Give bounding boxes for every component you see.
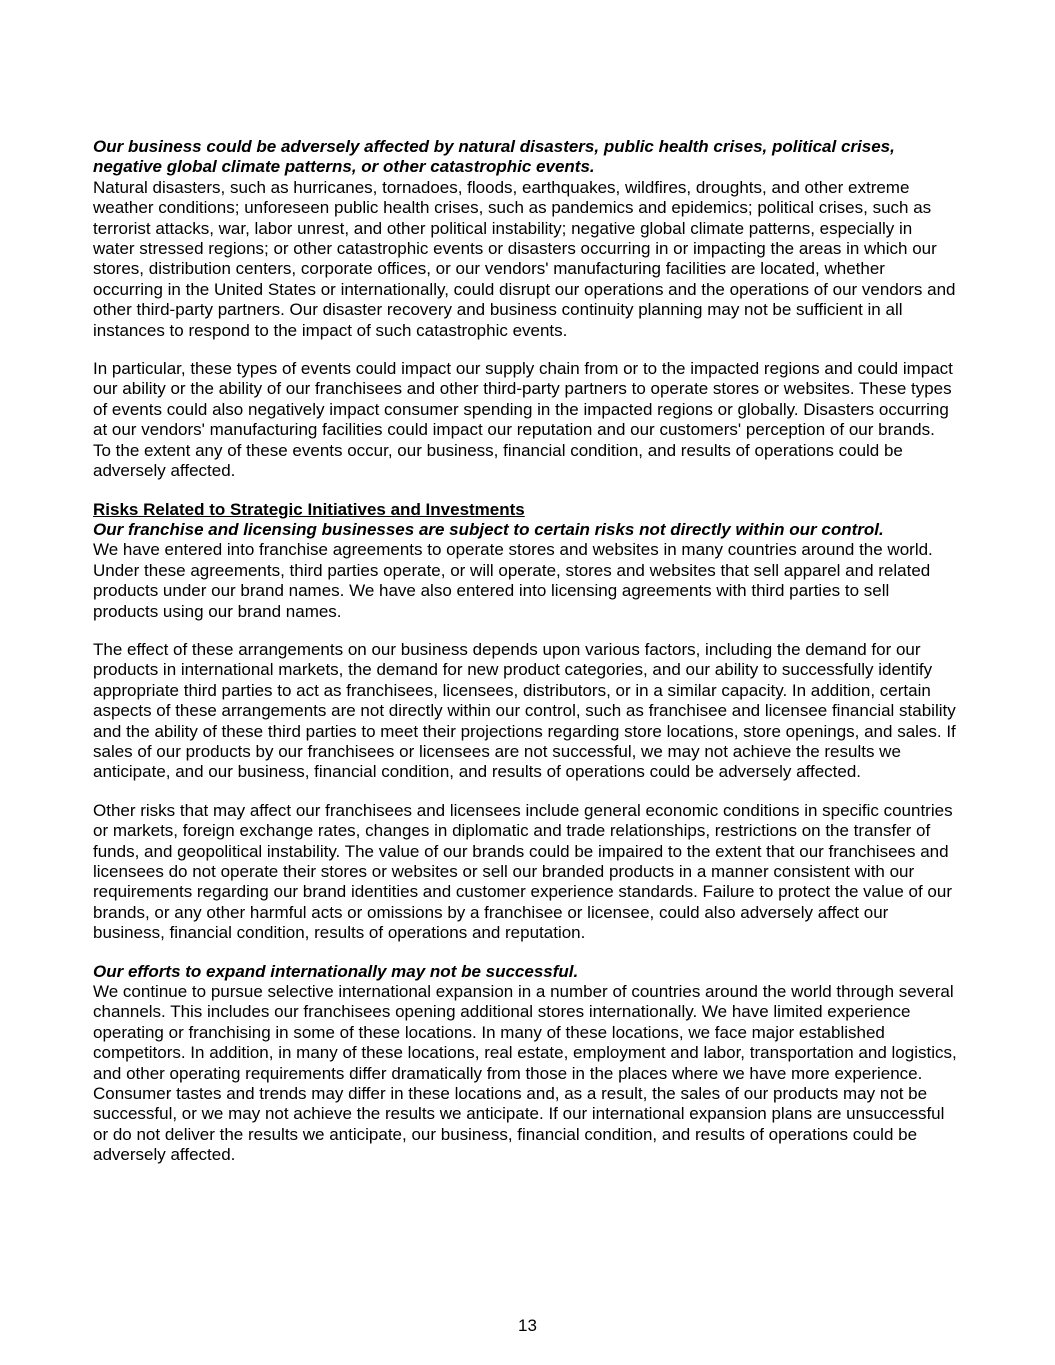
paragraph-disasters-1: Natural disasters, such as hurricanes, tornadoes, floods, earthquakes, wildfires, droughts, and other extreme weather conditions; unforeseen public health crises, such as pandemics and epidemics; political crises, such as terrorist attacks, war, labor unrest, and other political instability; negative global climate patterns, especially in water stressed regions; or other catastrophic events or disasters occurring in or impacting the areas in which our stores, distribution centers, corporate offices, or our vendors' manufacturing facilities are located, whether occurring in the United States or internationally, could disrupt our operations and the operations of our vendors and other third-party partners. Our disaster recovery and business continuity planning may not be sufficient in all instances to respond to the impact of such catastrophic events.: [93, 177, 956, 340]
section-heading-strategic-initiatives: Risks Related to Strategic Initiatives and Investments: [93, 499, 525, 519]
risk-factor-heading-franchise: Our franchise and licensing businesses are subject to certain risks not directly within our control.: [93, 519, 884, 539]
paragraph-franchise-1: We have entered into franchise agreements to operate stores and websites in many countries around the world. Under these agreements, third parties operate, or will operate, stores and websites that sell apparel and related products under our brand names. We have also entered into licensing agreements with third parties to sell products using our brand names.: [93, 540, 933, 621]
paragraph-franchise-2: The effect of these arrangements on our business depends upon various factors, including the demand for our products in international markets, the demand for new product categories, and our ability to successfully identify appropriate third parties to act as franchisees, licensees, distributors, or in a similar capacity. In addition, certain aspects of these arrangements are not directly within our control, such as franchisee and licensee financial stability and the ability of these third parties to meet their projections regarding store locations, store openings, and sales. If sales of our products by our franchisees or licensees are not successful, we may not achieve the results we anticipate, and our business, financial condition, and results of operations could be adversely affected.: [93, 639, 956, 782]
risk-factor-heading-disasters: Our business could be adversely affected by natural disasters, public health crises, political crises, negative global climate patterns, or other catastrophic events.: [93, 137, 895, 177]
paragraph-expansion-1: We continue to pursue selective international expansion in a number of countries around the world through several channels. This includes our franchisees opening additional stores internationally. We have limited experience operating or franchising in some of these locations. In many of these locations, we face major established competitors. In addition, in many of these locations, real estate, employment and labor, transportation and logistics, and other operating requirements differ dramatically from those in the places where we have more experience. Consumer tastes and trends may differ in these locations and, as a result, the sales of our products may not be successful, or we may not achieve the results we anticipate. If our international expansion plans are unsuccessful or do not deliver the results we anticipate, our business, financial condition, and results of operations could be adversely affected.: [93, 982, 957, 1165]
paragraph-disasters-2: In particular, these types of events could impact our supply chain from or to the impacted regions and could impact our ability or the ability of our franchisees and other third-party partners to operate stores or websites. These types of events could also negatively impact consumer spending in the impacted regions or globally. Disasters occurring at our vendors' manufacturing facilities could impact our reputation and our customers' perception of our brands. To the extent any of these events occur, our business, financial condition, and results of operations could be adversely affected.: [93, 359, 953, 481]
paragraph-franchise-3: Other risks that may affect our franchisees and licensees include general economic conditions in specific countries or markets, foreign exchange rates, changes in diplomatic and trade relationships, restrictions on the transfer of funds, and geopolitical instability. The value of our brands could be impaired to the extent that our franchisees and licensees do not operate their stores or websites or sell our branded products in a manner consistent with our requirements regarding our brand identities and customer experience standards. Failure to protect the value of our brands, or any other harmful acts or omissions by a franchisee or licensee, could also adversely affect our business, financial condition, results of operations and reputation.: [93, 800, 953, 943]
page-number: 13: [518, 1316, 537, 1335]
risk-factor-heading-expansion: Our efforts to expand internationally may not be successful.: [93, 961, 579, 981]
